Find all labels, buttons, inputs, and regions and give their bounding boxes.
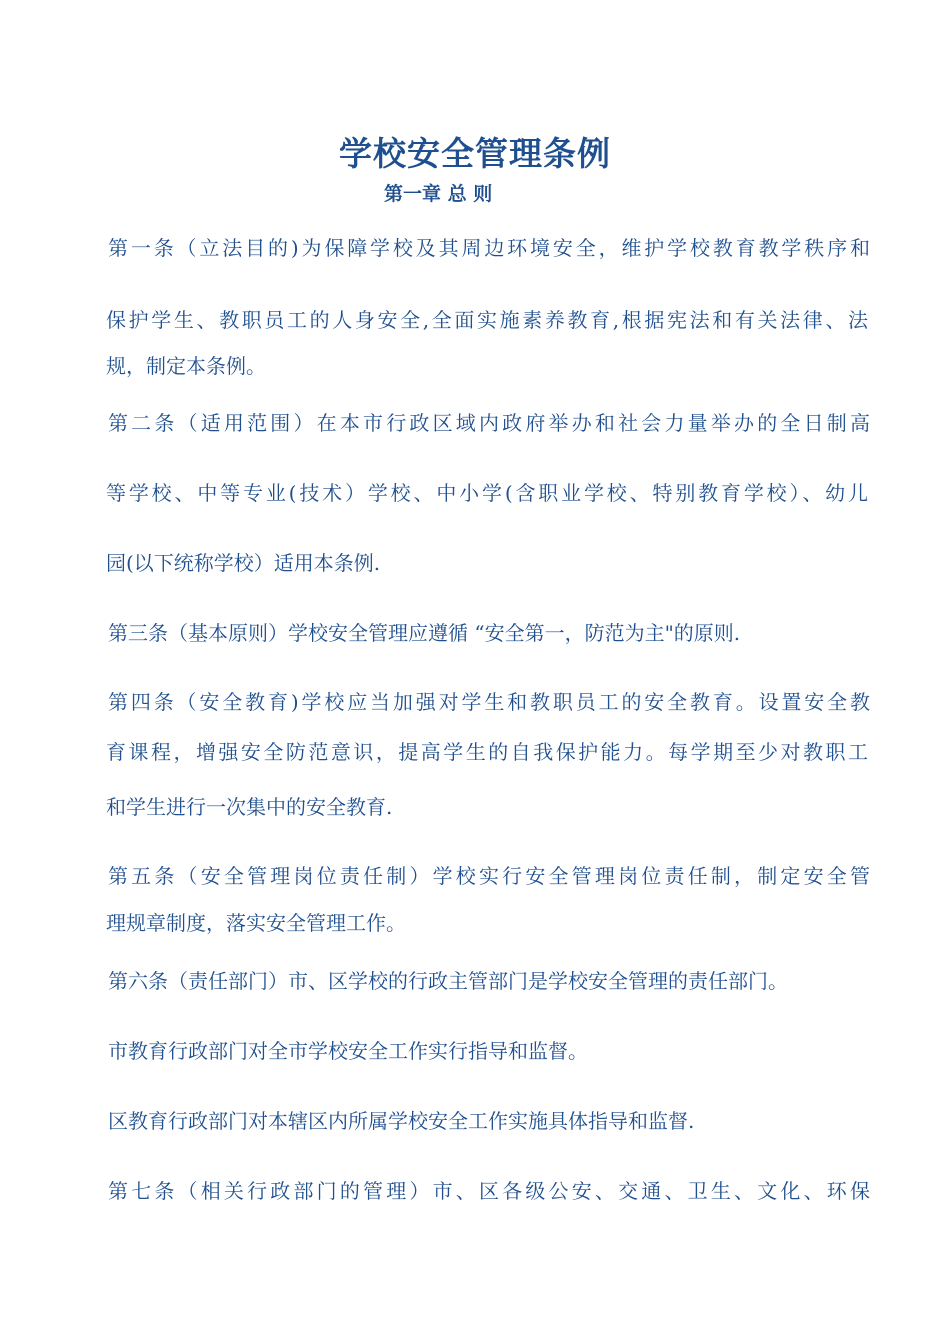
article-6-line-1: 第六条（责任部门）市、区学校的行政主管部门是学校安全管理的责任部门。 bbox=[108, 969, 788, 993]
article-5-line-1: 第五条（安全管理岗位责任制）学校实行安全管理岗位责任制，制定安全管 bbox=[108, 864, 870, 888]
article-5-line-2: 理规章制度，落实安全管理工作。 bbox=[106, 911, 406, 935]
article-1-line-3: 规，制定本条例。 bbox=[106, 354, 266, 378]
article-2-line-3: 园(以下统称学校）适用本条例. bbox=[106, 551, 381, 575]
article-6-line-3: 区教育行政部门对本辖区内所属学校安全工作实施具体指导和监督. bbox=[108, 1109, 695, 1133]
article-1-line-2: 保护学生、教职员工的人身安全,全面实施素养教育,根据宪法和有关法律、法 bbox=[106, 308, 868, 332]
article-4-line-2: 育课程，增强安全防范意识，提高学生的自我保护能力。每学期至少对教职工 bbox=[106, 740, 868, 764]
chapter-heading: 第一章 总 则 bbox=[384, 183, 493, 205]
article-2-line-1: 第二条（适用范围）在本市行政区域内政府举办和社会力量举办的全日制高 bbox=[108, 411, 870, 435]
article-2-line-2: 等学校、中等专业(技术）学校、中小学(含职业学校、特别教育学校）、幼儿 bbox=[106, 481, 868, 505]
article-3-line-1: 第三条（基本原则）学校安全管理应遵循 “安全第一，防范为主"的原则. bbox=[108, 621, 741, 645]
article-6-line-2: 市教育行政部门对全市学校安全工作实行指导和监督。 bbox=[108, 1039, 588, 1063]
document-title: 学校安全管理条例 bbox=[339, 134, 611, 173]
article-4-line-3: 和学生进行一次集中的安全教育. bbox=[106, 795, 393, 819]
article-7-line-1: 第七条（相关行政部门的管理）市、区各级公安、交通、卫生、文化、环保 bbox=[108, 1179, 870, 1203]
article-4-line-1: 第四条（安全教育)学校应当加强对学生和教职员工的安全教育。设置安全教 bbox=[108, 690, 870, 714]
article-1-line-1: 第一条（立法目的)为保障学校及其周边环境安全，维护学校教育教学秩序和 bbox=[108, 236, 870, 260]
